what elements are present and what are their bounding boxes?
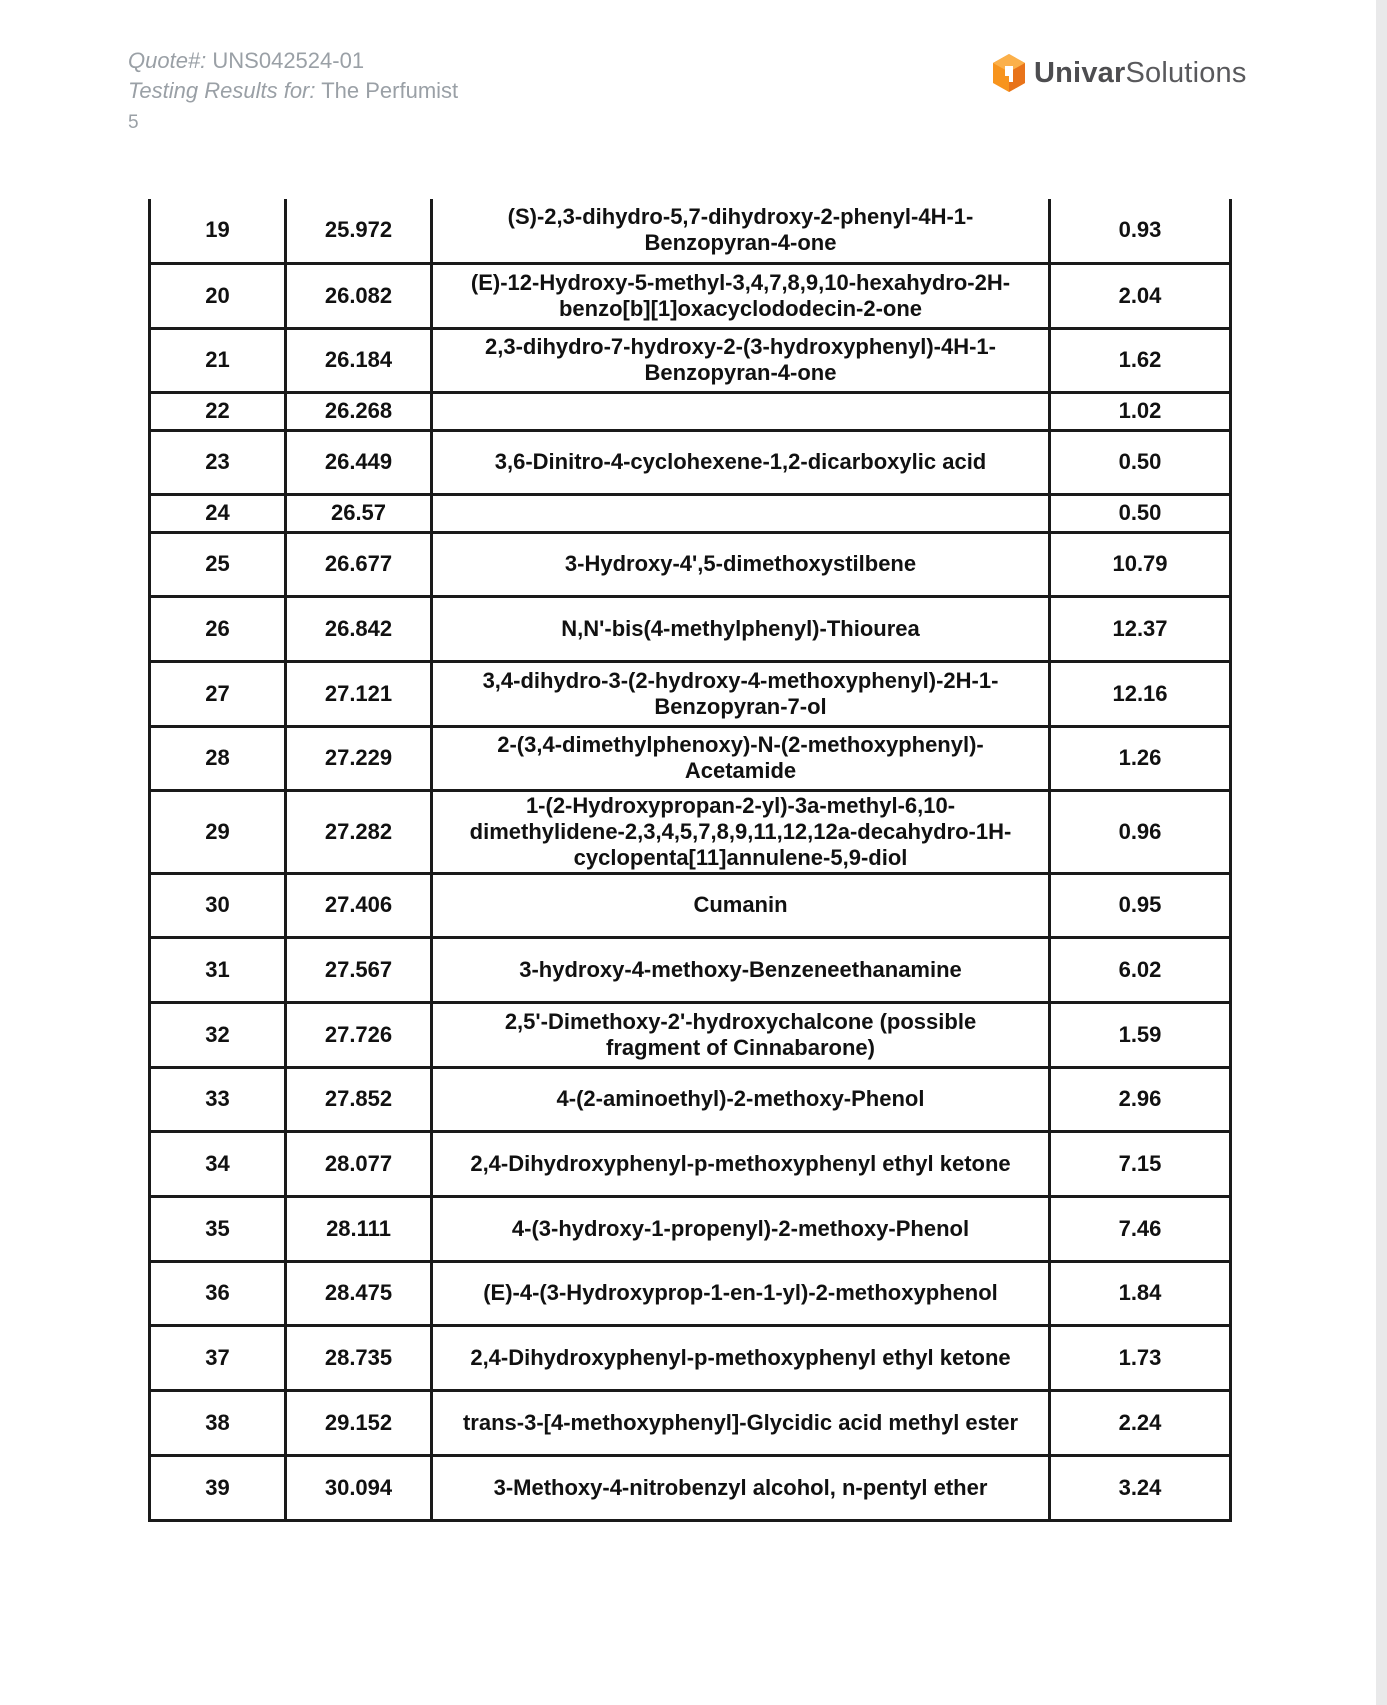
compound-name-cell xyxy=(432,532,1050,596)
compound-name-line: 3-hydroxy-4-methoxy-Benzeneethanamine xyxy=(519,956,962,982)
quote-line xyxy=(128,46,458,76)
table-row xyxy=(150,392,1231,430)
peak-number-cell: 35 xyxy=(150,1196,286,1261)
compound-name-line: benzo[b][1]oxacyclododecin-2-one xyxy=(558,295,923,321)
compound-name-line: Acetamide xyxy=(684,758,797,783)
compound-name-cell xyxy=(432,392,1050,430)
compound-name-line: 2,5'-Dimethoxy-2'-hydroxychalcone (possible xyxy=(504,1008,977,1034)
compound-name-cell xyxy=(432,790,1050,873)
client-name: The Perfumist xyxy=(321,78,459,103)
compound-name-line: cyclopenta[11]annulene-5,9-diol xyxy=(573,844,908,870)
table-row xyxy=(150,1002,1231,1067)
retention-time-cell: 26.184 xyxy=(286,328,432,392)
compound-name-line: 1-(2-Hydroxypropan-2-yl)-3a-methyl-6,10- xyxy=(525,792,956,818)
peak-number-cell: 21 xyxy=(150,328,286,392)
peak-number-cell: 37 xyxy=(150,1325,286,1390)
compound-name-line: 3-Hydroxy-4',5-dimethoxystilbene xyxy=(564,551,917,576)
table-row xyxy=(150,596,1231,661)
area-percent-cell: 1.02 xyxy=(1050,392,1231,430)
peak-number-cell: 23 xyxy=(150,430,286,494)
peak-number-cell: 29 xyxy=(150,790,286,873)
table-row xyxy=(150,263,1231,328)
table-row xyxy=(150,199,1231,263)
table-row xyxy=(150,790,1231,873)
compound-name-line: Benzopyran-7-ol xyxy=(654,693,827,719)
table-row xyxy=(150,726,1231,790)
compound-name-line: (E)-4-(3-Hydroxyprop-1-en-1-yl)-2-methoxyphenol xyxy=(483,1280,998,1305)
compound-name-line: 4-(3-hydroxy-1-propenyl)-2-methoxy-Phenol xyxy=(511,1215,970,1241)
compound-name-cell xyxy=(432,1131,1050,1196)
area-percent-cell: 0.50 xyxy=(1050,494,1231,532)
quote-label: Quote#: xyxy=(128,48,207,73)
page-header xyxy=(128,46,458,138)
compound-name-cell xyxy=(432,1261,1050,1325)
compound-name-line: 2,4-Dihydroxyphenyl-p-methoxyphenyl ethyl ketone xyxy=(470,1344,1011,1370)
quote-number: UNS042524-01 xyxy=(212,48,365,73)
table-row xyxy=(150,1196,1231,1261)
table-row xyxy=(150,430,1231,494)
retention-time-cell: 26.57 xyxy=(286,494,432,532)
retention-time-cell: 27.282 xyxy=(286,790,432,873)
table-row xyxy=(150,661,1231,726)
compound-name-cell xyxy=(432,328,1050,392)
testing-label: Testing Results for: xyxy=(128,78,316,103)
retention-time-cell: 26.268 xyxy=(286,392,432,430)
area-percent-cell: 0.95 xyxy=(1050,873,1231,937)
compound-name-line: dimethylidene-2,3,4,5,7,8,9,11,12,12a-decahydro-1H- xyxy=(469,818,1012,844)
compound-name-line: Cumanin xyxy=(693,892,788,917)
peak-number-cell: 28 xyxy=(150,726,286,790)
retention-time-cell: 27.852 xyxy=(286,1067,432,1131)
compound-name-cell xyxy=(432,596,1050,661)
compound-name-line: 4-(2-aminoethyl)-2-methoxy-Phenol xyxy=(556,1086,925,1111)
area-percent-cell: 1.62 xyxy=(1050,328,1231,392)
compound-name-line: 2-(3,4-dimethylphenoxy)-N-(2-methoxyphenyl)- xyxy=(497,732,984,757)
peak-number-cell: 19 xyxy=(150,199,286,263)
results-table xyxy=(148,199,1232,1522)
compound-name-line: (E)-12-Hydroxy-5-methyl-3,4,7,8,9,10-hexahydro-2H- xyxy=(470,269,1011,295)
compound-name-cell xyxy=(432,494,1050,532)
table-row xyxy=(150,1390,1231,1455)
brand-name xyxy=(1034,57,1247,90)
area-percent-cell: 2.96 xyxy=(1050,1067,1231,1131)
table-row xyxy=(150,494,1231,532)
testing-line xyxy=(128,76,458,106)
area-percent-cell: 2.24 xyxy=(1050,1390,1231,1455)
scrollbar[interactable] xyxy=(1376,0,1387,1705)
area-percent-cell: 2.04 xyxy=(1050,263,1231,328)
retention-time-cell: 25.972 xyxy=(286,199,432,263)
area-percent-cell: 12.37 xyxy=(1050,596,1231,661)
table-row xyxy=(150,1131,1231,1196)
retention-time-cell: 28.077 xyxy=(286,1131,432,1196)
area-percent-cell: 0.50 xyxy=(1050,430,1231,494)
compound-name-cell xyxy=(432,726,1050,790)
retention-time-cell: 26.449 xyxy=(286,430,432,494)
compound-name-line: 3-Methoxy-4-nitrobenzyl alcohol, n-pentyl ether xyxy=(493,1474,988,1500)
compound-name-cell xyxy=(432,1325,1050,1390)
compound-name-cell xyxy=(432,1390,1050,1455)
area-percent-cell: 3.24 xyxy=(1050,1455,1231,1520)
peak-number-cell: 22 xyxy=(150,392,286,430)
compound-name-cell xyxy=(432,1067,1050,1131)
table-row xyxy=(150,1067,1231,1131)
area-percent-cell: 1.59 xyxy=(1050,1002,1231,1067)
table-row xyxy=(150,532,1231,596)
compound-name-cell xyxy=(432,1455,1050,1520)
peak-number-cell: 38 xyxy=(150,1390,286,1455)
compound-name-cell xyxy=(432,199,1050,263)
area-percent-cell: 1.73 xyxy=(1050,1325,1231,1390)
compound-name-cell xyxy=(432,1002,1050,1067)
peak-number-cell: 31 xyxy=(150,937,286,1002)
univar-logo xyxy=(990,52,1247,94)
retention-time-cell: 27.121 xyxy=(286,661,432,726)
peak-number-cell: 36 xyxy=(150,1261,286,1325)
peak-number-cell: 32 xyxy=(150,1002,286,1067)
table-row xyxy=(150,937,1231,1002)
compound-name-cell xyxy=(432,263,1050,328)
compound-name-line: Benzopyran-4-one xyxy=(644,360,837,385)
peak-number-cell: 24 xyxy=(150,494,286,532)
compound-name-line: (S)-2,3-dihydro-5,7-dihydroxy-2-phenyl-4H-1- xyxy=(507,204,974,230)
retention-time-cell: 27.406 xyxy=(286,873,432,937)
retention-time-cell: 28.735 xyxy=(286,1325,432,1390)
area-percent-cell: 0.93 xyxy=(1050,199,1231,263)
table-row xyxy=(150,1261,1231,1325)
compound-name-line: 3,6-Dinitro-4-cyclohexene-1,2-dicarboxylic acid xyxy=(494,449,987,474)
compound-name-line: fragment of Cinnabarone) xyxy=(606,1034,875,1060)
peak-number-cell: 34 xyxy=(150,1131,286,1196)
compound-name-cell xyxy=(432,873,1050,937)
univar-hexagon-icon xyxy=(990,52,1028,94)
table-row xyxy=(150,1455,1231,1520)
retention-time-cell: 26.677 xyxy=(286,532,432,596)
retention-time-cell: 29.152 xyxy=(286,1390,432,1455)
retention-time-cell: 28.475 xyxy=(286,1261,432,1325)
area-percent-cell: 10.79 xyxy=(1050,532,1231,596)
area-percent-cell: 7.46 xyxy=(1050,1196,1231,1261)
page-number: 5 xyxy=(128,112,139,133)
peak-number-cell: 30 xyxy=(150,873,286,937)
retention-time-cell: 26.082 xyxy=(286,263,432,328)
peak-number-cell: 20 xyxy=(150,263,286,328)
compound-name-line: trans-3-[4-methoxyphenyl]-Glycidic acid methyl ester xyxy=(462,1409,1019,1435)
table-row xyxy=(150,1325,1231,1390)
area-percent-cell: 0.96 xyxy=(1050,790,1231,873)
brand-light: Solutions xyxy=(1125,56,1247,89)
retention-time-cell: 27.726 xyxy=(286,1002,432,1067)
compound-name-line: 2,3-dihydro-7-hydroxy-2-(3-hydroxyphenyl)-4H-1- xyxy=(485,334,996,359)
peak-number-cell: 26 xyxy=(150,596,286,661)
table-row xyxy=(150,873,1231,937)
area-percent-cell: 6.02 xyxy=(1050,937,1231,1002)
retention-time-cell: 30.094 xyxy=(286,1455,432,1520)
retention-time-cell: 26.842 xyxy=(286,596,432,661)
compound-name-line: 2,4-Dihydroxyphenyl-p-methoxyphenyl ethyl ketone xyxy=(470,1150,1011,1176)
area-percent-cell: 1.26 xyxy=(1050,726,1231,790)
peak-number-cell: 25 xyxy=(150,532,286,596)
compound-name-cell xyxy=(432,1196,1050,1261)
compound-name-cell xyxy=(432,430,1050,494)
area-percent-cell: 7.15 xyxy=(1050,1131,1231,1196)
peak-number-cell: 39 xyxy=(150,1455,286,1520)
compound-name-line: Benzopyran-4-one xyxy=(644,230,837,256)
area-percent-cell: 1.84 xyxy=(1050,1261,1231,1325)
peak-number-cell: 27 xyxy=(150,661,286,726)
compound-name-line: N,N'-bis(4-methylphenyl)-Thiourea xyxy=(561,615,920,641)
peak-number-cell: 33 xyxy=(150,1067,286,1131)
brand-bold: Univar xyxy=(1034,56,1126,89)
compound-name-line: 3,4-dihydro-3-(2-hydroxy-4-methoxyphenyl)-2H-1- xyxy=(482,667,999,693)
retention-time-cell: 28.111 xyxy=(286,1196,432,1261)
area-percent-cell: 12.16 xyxy=(1050,661,1231,726)
retention-time-cell: 27.229 xyxy=(286,726,432,790)
compound-name-cell xyxy=(432,937,1050,1002)
compound-name-cell xyxy=(432,661,1050,726)
results-table-body xyxy=(150,199,1231,1520)
table-row xyxy=(150,328,1231,392)
retention-time-cell: 27.567 xyxy=(286,937,432,1002)
